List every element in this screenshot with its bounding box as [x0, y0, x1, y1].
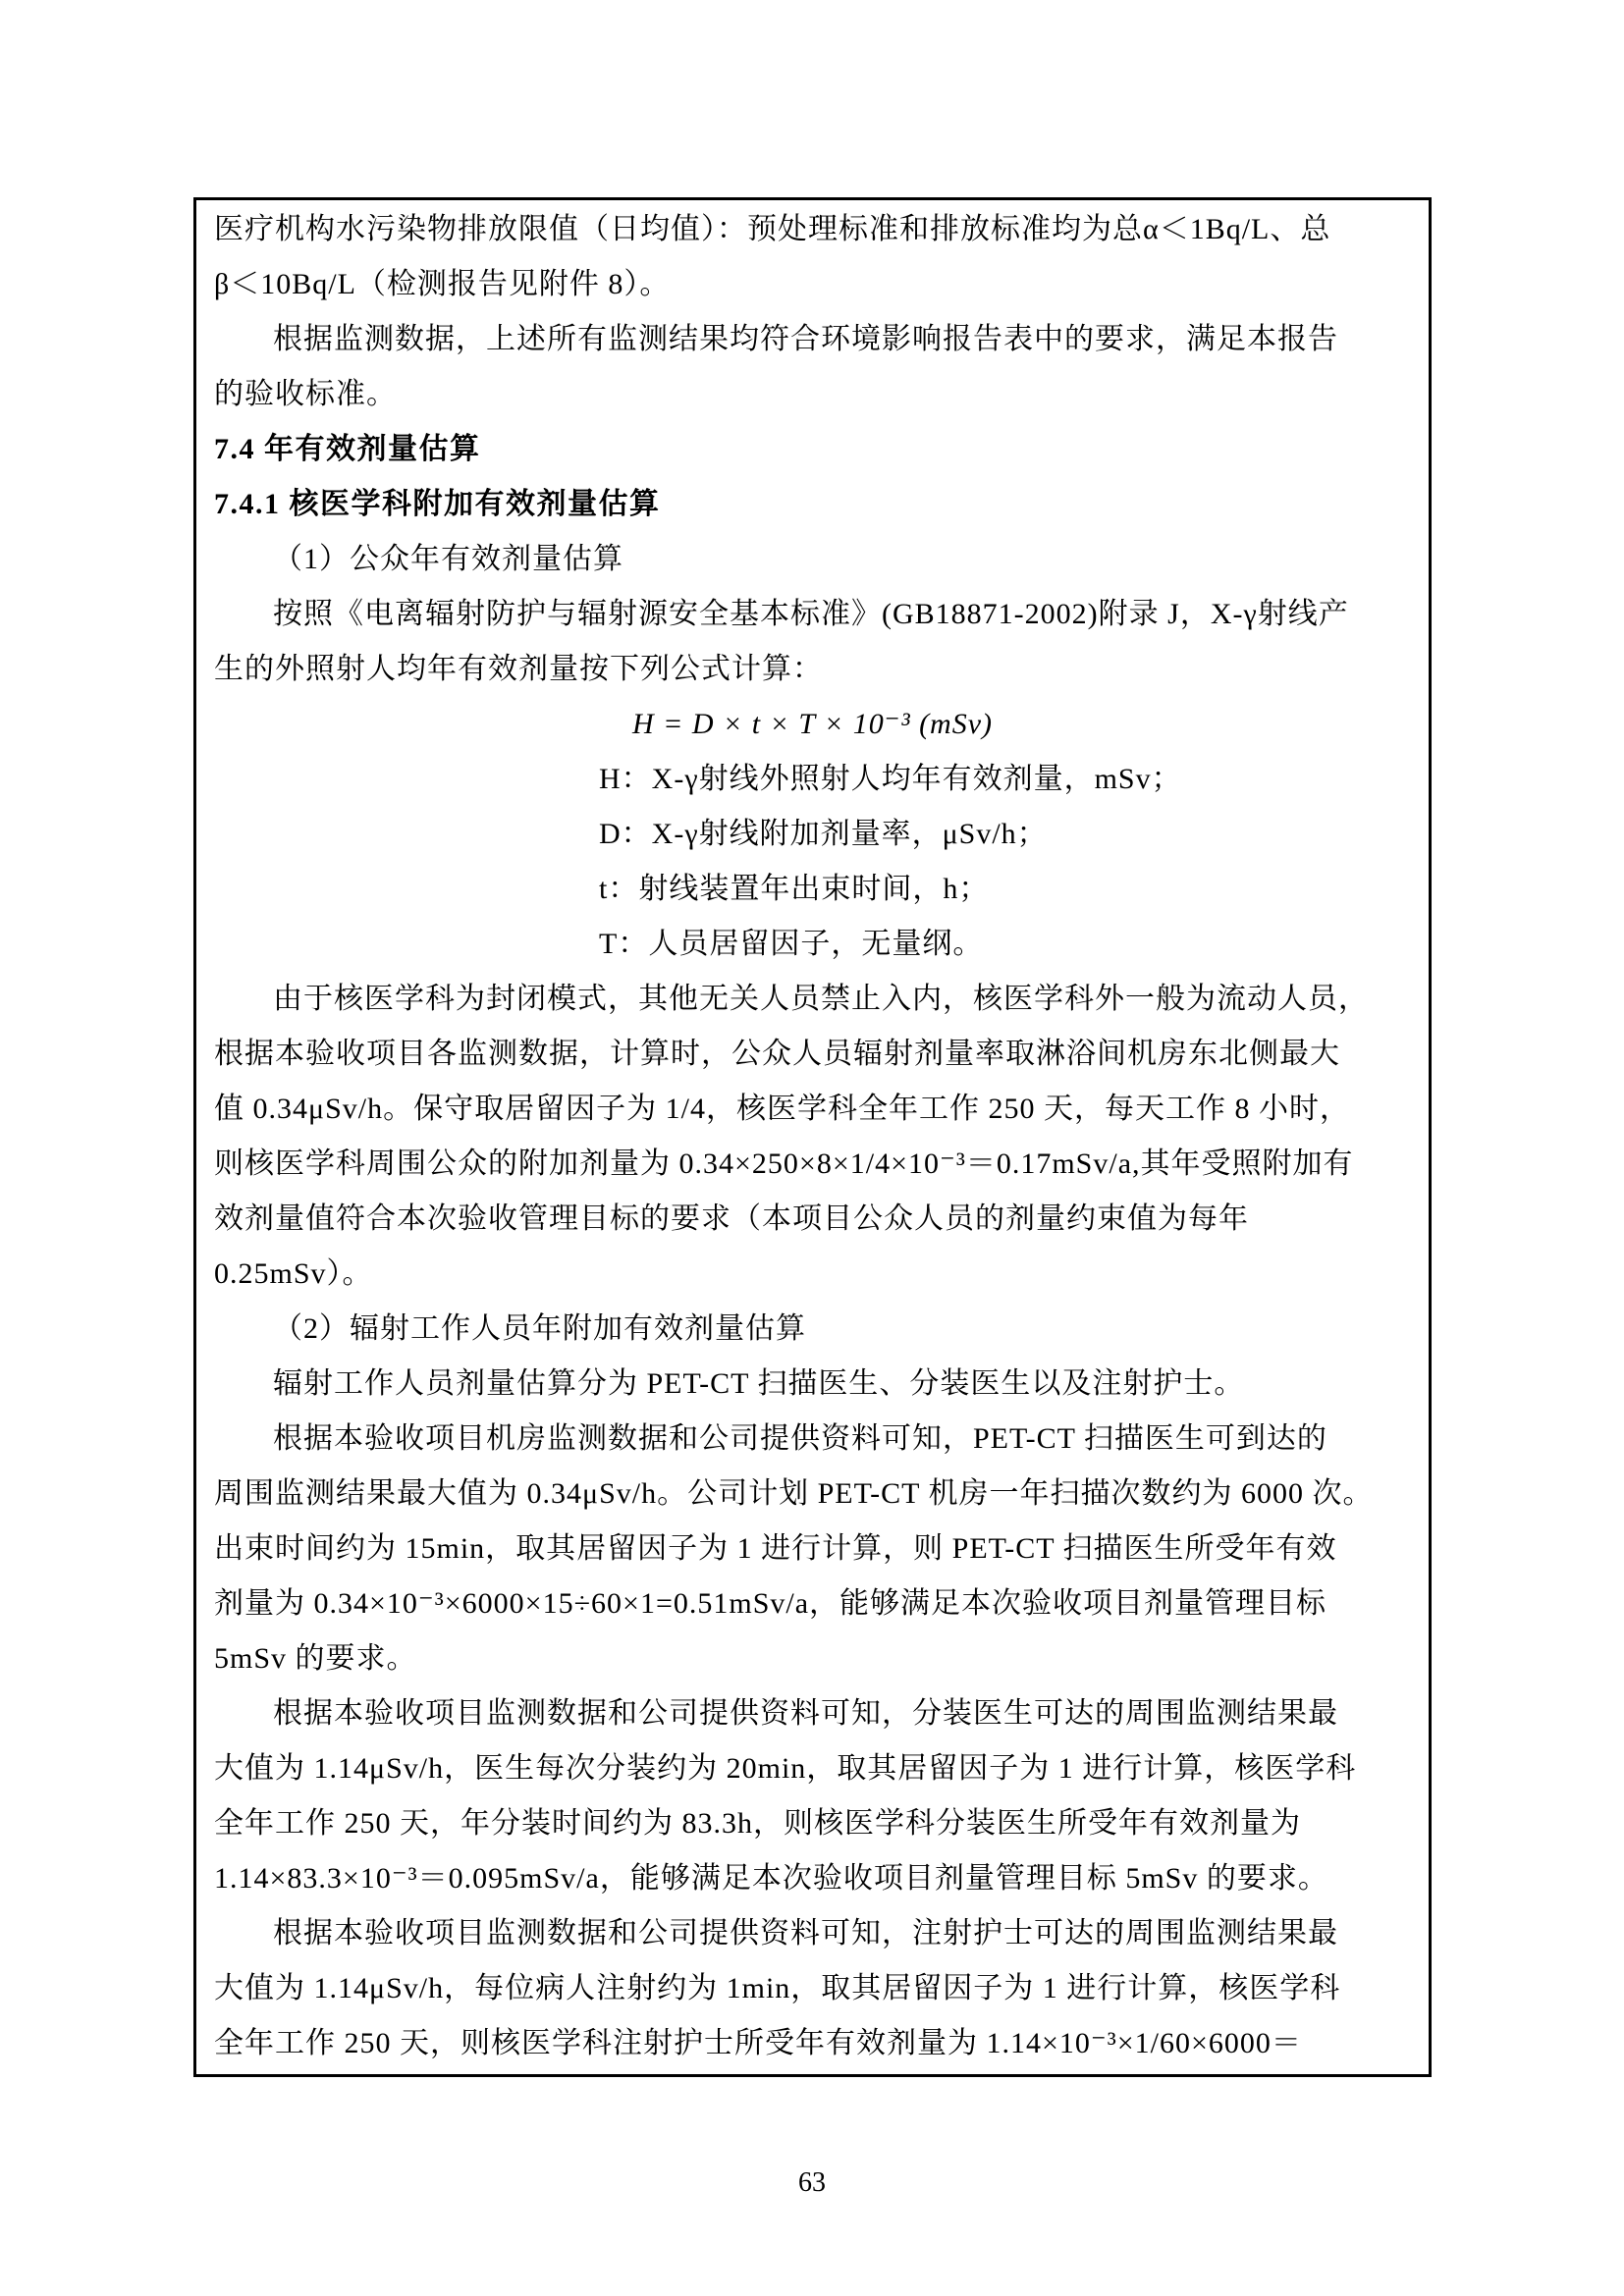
text-line: 剂量为 0.34×10⁻³×6000×15÷60×1=0.51mSv/a，能够满足本次验收项目剂量管理目标 — [214, 1587, 1327, 1620]
text-line: 大值为 1.14μSv/h，每位病人注射约为 1min，取其居留因子为 1 进行计算，核医学科 — [214, 1972, 1341, 2004]
text-line: 周围监测结果最大值为 0.34μSv/h。公司计划 PET-CT 机房一年扫描次数约为 6000 次。 — [214, 1477, 1374, 1510]
text-line: （1）公众年有效剂量估算 — [273, 543, 623, 575]
section-heading: 7.4 年有效剂量估算 — [214, 433, 481, 465]
text-line: 5mSv 的要求。 — [214, 1642, 417, 1675]
content-border-box — [193, 197, 1432, 2077]
text-line: 0.25mSv）。 — [214, 1257, 373, 1290]
text-line: 根据监测数据，上述所有监测结果均符合环境影响报告表中的要求，满足本报告 — [273, 323, 1338, 355]
text-line: 根据本验收项目监测数据和公司提供资料可知，分装医生可达的周围监测结果最 — [273, 1697, 1338, 1730]
text-line: 值 0.34μSv/h。保守取居留因子为 1/4，核医学科全年工作 250 天，每天工作 8 小时， — [214, 1093, 1350, 1125]
text-line: 出束时间约为 15min，取其居留因子为 1 进行计算，则 PET-CT 扫描医生所受年有效 — [214, 1532, 1337, 1565]
text-line: （2）辐射工作人员年附加有效剂量估算 — [273, 1312, 806, 1345]
text-line: 大值为 1.14μSv/h，医生每次分装约为 20min，取其居留因子为 1 进行计算，核医学科 — [214, 1752, 1357, 1785]
text-line: 的验收标准。 — [214, 378, 397, 410]
page-number: 63 — [798, 2167, 826, 2198]
text-line: 1.14×83.3×10⁻³＝0.095mSv/a，能够满足本次验收项目剂量管理目标 5mSv 的要求。 — [214, 1862, 1328, 1895]
text-line: 根据本验收项目机房监测数据和公司提供资料可知，PET-CT 扫描医生可到达的 — [273, 1422, 1327, 1455]
formula-term-definition: D：X-γ射线附加剂量率，μSv/h； — [599, 818, 1048, 850]
section-heading: 7.4.1 核医学科附加有效剂量估算 — [214, 488, 661, 520]
text-line: 效剂量值符合本次验收管理目标的要求（本项目公众人员的剂量约束值为每年 — [214, 1202, 1249, 1235]
text-line: 医疗机构水污染物排放限值（日均值）：预处理标准和排放标准均为总α＜1Bq/L、总 — [214, 213, 1331, 245]
text-line: 由于核医学科为封闭模式，其他无关人员禁止入内，核医学科外一般为流动人员， — [273, 983, 1369, 1015]
formula-term-definition: H：X-γ射线外照射人均年有效剂量，mSv； — [599, 763, 1182, 795]
text-line: 全年工作 250 天，年分装时间约为 83.3h，则核医学科分装医生所受年有效剂量为 — [214, 1807, 1301, 1840]
text-line: 根据本验收项目监测数据和公司提供资料可知，注射护士可达的周围监测结果最 — [273, 1917, 1338, 1949]
text-line: β＜10Bq/L（检测报告见附件 8）。 — [214, 268, 671, 300]
formula-line: H = D × t × T × 10⁻³ (mSv) — [631, 708, 994, 740]
text-line: 根据本验收项目各监测数据，计算时，公众人员辐射剂量率取淋浴间机房东北侧最大 — [214, 1038, 1340, 1070]
formula-term-definition: t：射线装置年出束时间，h； — [599, 873, 990, 905]
text-line: 则核医学科周围公众的附加剂量为 0.34×250×8×1/4×10⁻³＝0.17mSv/a,其年受照附加有 — [214, 1148, 1354, 1180]
text-line: 按照《电离辐射防护与辐射源安全基本标准》(GB18871-2002)附录 J，X-γ射线产 — [273, 598, 1349, 630]
text-line: 生的外照射人均年有效剂量按下列公式计算： — [214, 653, 823, 685]
text-line: 全年工作 250 天，则核医学科注射护士所受年有效剂量为 1.14×10⁻³×1/60×6000＝ — [214, 2027, 1302, 2059]
text-line: 辐射工作人员剂量估算分为 PET-CT 扫描医生、分装医生以及注射护士。 — [273, 1367, 1245, 1400]
formula-term-definition: T：人员居留因子，无量纲。 — [599, 928, 984, 960]
